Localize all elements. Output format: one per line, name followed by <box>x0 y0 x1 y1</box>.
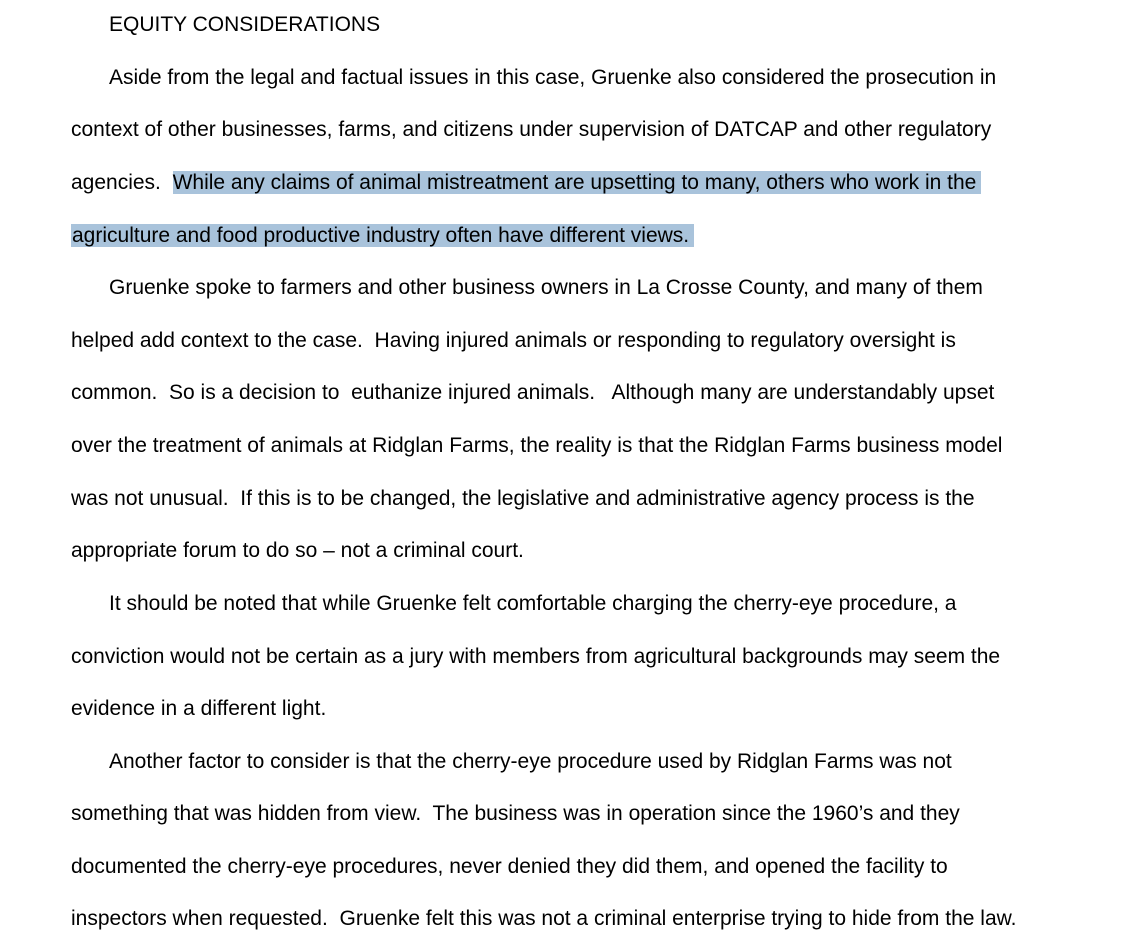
paragraph-4-line-3: documented the cherry-eye procedures, never denied they did them, and opened the facility to <box>71 855 948 878</box>
paragraph-1-line-4 <box>71 221 694 251</box>
paragraph-1-line-3-text: agencies. <box>71 171 173 194</box>
paragraph-3-line-3: evidence in a different light. <box>71 697 327 720</box>
paragraph-2-line-6: appropriate forum to do so – not a criminal court. <box>71 539 524 562</box>
paragraph-2-line-4: over the treatment of animals at Ridglan Farms, the reality is that the Ridglan Farms business model <box>71 434 1003 457</box>
paragraph-4-line-2: something that was hidden from view. The business was in operation since the 1960’s and they <box>71 802 960 825</box>
section-heading: EQUITY CONSIDERATIONS <box>109 13 381 36</box>
paragraph-4-line-1: Another factor to consider is that the cherry-eye procedure used by Ridglan Farms was not <box>109 750 952 773</box>
paragraph-2-line-5: was not unusual. If this is to be changed, the legislative and administrative agency process is the <box>71 487 975 510</box>
highlighted-text-1: While any claims of animal mistreatment are upsetting to many, others who work in the <box>173 171 982 194</box>
paragraph-2-line-2: helped add context to the case. Having injured animals or responding to regulatory oversight is <box>71 329 956 352</box>
paragraph-3-line-1: It should be noted that while Gruenke felt comfortable charging the cherry-eye procedure, a <box>109 592 957 615</box>
paragraph-1-line-1: Aside from the legal and factual issues in this case, Gruenke also considered the prosecution in <box>109 66 997 89</box>
paragraph-2-line-1: Gruenke spoke to farmers and other business owners in La Crosse County, and many of them <box>109 276 983 299</box>
paragraph-1-line-2: context of other businesses, farms, and citizens under supervision of DATCAP and other regulatory <box>71 118 992 141</box>
paragraph-1-line-3 <box>71 168 981 198</box>
paragraph-2-line-3: common. So is a decision to euthanize injured animals. Although many are understandably upset <box>71 381 995 404</box>
paragraph-3-line-2: conviction would not be certain as a jury with members from agricultural backgrounds may seem the <box>71 645 1001 668</box>
paragraph-4-line-4: inspectors when requested. Gruenke felt this was not a criminal enterprise trying to hide from the law. <box>71 907 1017 930</box>
highlighted-text-2: agriculture and food productive industry often have different views. <box>71 224 694 247</box>
